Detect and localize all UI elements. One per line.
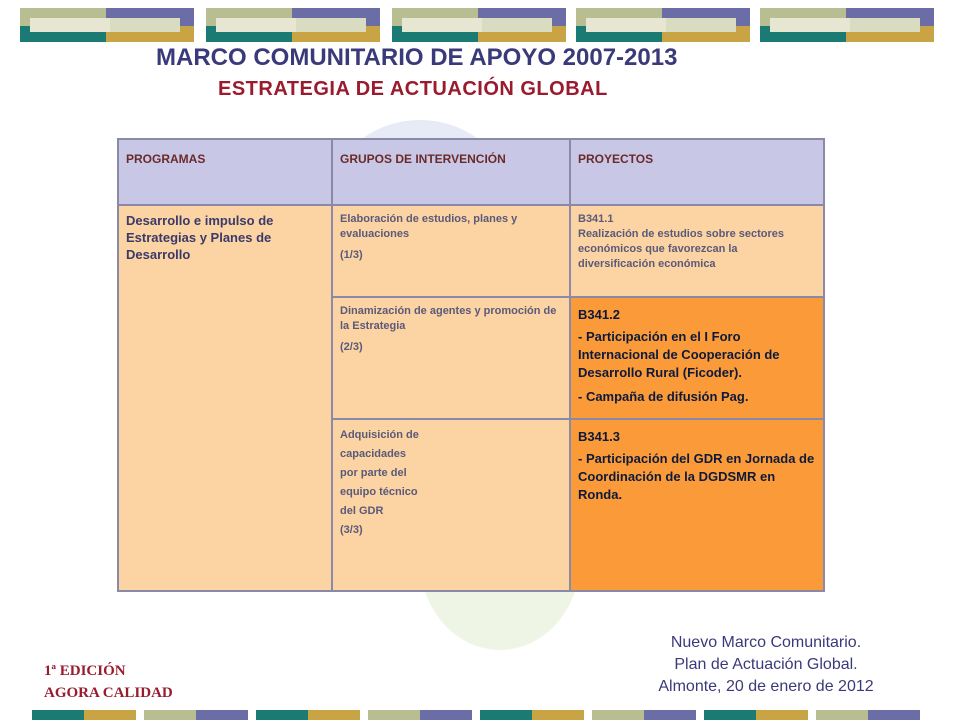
grupo-line: del GDR	[340, 505, 384, 517]
proyecto-item: Realización de estudios sobre sectores económicos que favorezcan la diversificación económica	[578, 228, 785, 270]
column-header-grupos: GRUPOS DE INTERVENCIÓN	[332, 139, 570, 205]
programa-cell	[118, 205, 332, 591]
column-header-proyectos: PROYECTOS	[570, 139, 824, 205]
edition-line: 1ª EDICIÓN	[44, 663, 126, 679]
edition-note	[44, 660, 173, 704]
grupo-cell	[332, 419, 570, 591]
grupo-count: (1/3)	[340, 249, 363, 261]
banner-block	[392, 8, 566, 42]
proyecto-cell-highlight	[570, 297, 824, 419]
caption-line-1: Nuevo Marco Comunitario.	[670, 634, 862, 651]
programa-text: Desarrollo e impulso de Estrategias y Planes de Desarrollo	[126, 213, 274, 262]
grupo-line: por parte del	[340, 467, 407, 479]
grupo-count: (2/3)	[340, 341, 363, 353]
caption-line-2: Plan de Actuación Global.	[674, 656, 858, 673]
proyecto-code: B341.2	[578, 307, 620, 322]
proyecto-code: B341.1	[578, 213, 614, 225]
column-header-programas: PROGRAMAS	[118, 139, 332, 205]
edition-org: AGORA CALIDAD	[44, 685, 173, 701]
table-header-row	[118, 139, 824, 205]
bottom-strip	[32, 710, 960, 720]
page-title: MARCO COMUNITARIO DE APOYO 2007-2013	[156, 44, 678, 71]
proyecto-item: - Participación del GDR en Jornada de Coordinación de la DGDSMR en Ronda.	[578, 451, 815, 502]
banner-block	[206, 8, 380, 42]
grupo-cell	[332, 205, 570, 297]
banner-block	[576, 8, 750, 42]
page-subtitle: ESTRATEGIA DE ACTUACIÓN GLOBAL	[218, 78, 608, 100]
grupo-line: Adquisición de	[340, 429, 419, 441]
banner-block	[20, 8, 194, 42]
grupo-text: Elaboración de estudios, planes y evaluaciones	[340, 213, 518, 240]
footer-caption	[640, 632, 892, 698]
proyecto-cell	[570, 205, 824, 297]
table-row	[118, 205, 824, 297]
banner-block	[760, 8, 934, 42]
grupo-text: Dinamización de agentes y promoción de la Estrategia	[340, 305, 557, 332]
proyecto-item: - Participación en el I Foro Internacional de Cooperación de Desarrollo Rural (Ficoder).	[578, 329, 780, 380]
proyecto-item: - Campaña de difusión Pag.	[578, 389, 749, 404]
grupo-cell	[332, 297, 570, 419]
caption-line-3: Almonte, 20 de enero de 2012	[658, 678, 874, 695]
proyecto-code: B341.3	[578, 429, 620, 444]
grupo-line: equipo técnico	[340, 486, 418, 498]
grupo-line: capacidades	[340, 448, 407, 460]
strategy-table	[117, 138, 825, 592]
grupo-count: (3/3)	[340, 524, 363, 536]
proyecto-cell-highlight	[570, 419, 824, 591]
